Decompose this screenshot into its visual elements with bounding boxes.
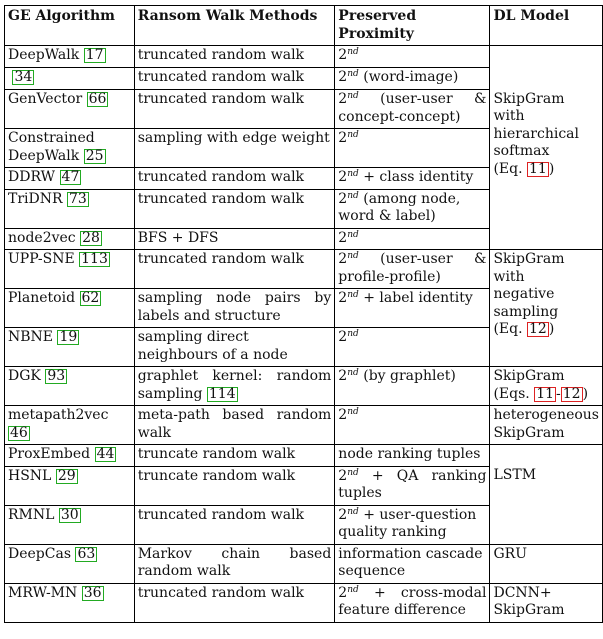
header-row: [5, 6, 603, 46]
equation-link[interactable]: 11: [529, 160, 547, 177]
citation-link[interactable]: 25: [85, 147, 104, 164]
table-row: [5, 46, 603, 68]
algo-cell: NBNE 19: [5, 328, 135, 367]
header-preserved-proximity: Preserved Proximity: [335, 6, 490, 46]
walk-cell: meta-path based random walk: [134, 406, 335, 445]
citation-link[interactable]: 44: [96, 446, 115, 462]
citation-link[interactable]: 62: [81, 290, 100, 306]
citation-link[interactable]: 30: [60, 506, 79, 523]
prox-cell: 2nd: [335, 129, 490, 168]
dl-line: SkipGram: [493, 602, 565, 618]
walk-cell: truncated random walk: [134, 90, 335, 129]
walk-cell: truncated random walk: [134, 505, 335, 544]
algo-cell: UPP-SNE 113: [5, 250, 135, 289]
dl-line: LSTM: [493, 467, 537, 483]
table-row: [5, 68, 603, 90]
walk-cell: Markov chain based random walk: [134, 544, 335, 583]
walk-cell: truncate random walk: [134, 445, 335, 467]
header-dl-model: DL Model: [490, 6, 603, 46]
walk-cell: BFS + DFS: [134, 228, 335, 250]
algo-cell: DDRW 47: [5, 168, 135, 190]
walk-cell: sampling direct neighbours of a node: [134, 328, 335, 367]
citation-link[interactable]: 113: [81, 251, 108, 267]
walk-cell: truncated random walk: [134, 583, 335, 622]
table-row: [5, 583, 603, 622]
prox-cell: node ranking tuples: [335, 445, 490, 467]
dl-eq-line: (Eq. 12 ): [493, 321, 555, 337]
algo-cell: MRW-MN 36: [5, 583, 135, 622]
dl-cell-empty: [490, 68, 603, 90]
walk-cell: graphlet kernel: random sampling 114: [134, 367, 335, 406]
prox-cell: 2nd: [335, 328, 490, 367]
table-row: [5, 445, 603, 467]
dl-model-group-6: [490, 544, 603, 583]
dl-line: SkipGram: [493, 368, 565, 384]
walk-cell: truncated random walk: [134, 168, 335, 190]
dl-model-group-4: [490, 406, 603, 445]
dl-line: sampling: [493, 303, 559, 320]
prox-cell: 2nd + label identity: [335, 289, 490, 328]
walk-cell: truncated random walk: [134, 189, 335, 228]
citation-link[interactable]: 36: [83, 584, 102, 601]
algo-cell: RMNL 30: [5, 505, 135, 544]
table-row: [5, 544, 603, 583]
dl-line: GRU: [493, 545, 527, 562]
table-row: [5, 90, 603, 129]
algo-cell: DGK 93: [5, 367, 135, 406]
prox-cell: 2nd: [335, 46, 490, 68]
equation-link[interactable]: 11: [536, 385, 555, 402]
algo-cell: DeepWalk 17: [5, 46, 135, 68]
ge-algorithm-table-container: [4, 5, 603, 623]
table-row: [5, 466, 603, 505]
ge-algorithm-table: [4, 5, 603, 623]
table-row: [5, 367, 603, 406]
algo-cell: node2vec 28: [5, 228, 135, 250]
citation-link[interactable]: 73: [68, 190, 87, 207]
dl-line: SkipGram: [493, 90, 565, 107]
dl-cell-empty: [490, 445, 603, 467]
dl-model-group-3: [490, 367, 603, 406]
dl-line: heterogeneous: [493, 407, 599, 423]
walk-cell: sampling node pairs by labels and structure: [134, 289, 335, 328]
table-row: [5, 250, 603, 289]
dl-model-group-1: [490, 90, 603, 250]
citation-link[interactable]: 19: [59, 329, 78, 345]
dl-line: SkipGram: [493, 251, 565, 267]
dl-model-group-5: [490, 466, 603, 544]
citation-link[interactable]: 17: [85, 47, 104, 63]
algo-cell: [5, 68, 135, 90]
algo-cell: metapath2vec 46: [5, 406, 135, 445]
table-row: [5, 406, 603, 445]
algo-cell: GenVector 66: [5, 90, 135, 129]
dl-line: negative: [493, 286, 555, 302]
prox-cell: 2nd (by graphlet): [335, 367, 490, 406]
prox-cell: 2nd + QA ranking tuples: [335, 466, 490, 505]
dl-line: SkipGram: [493, 424, 565, 441]
prox-cell: 2nd (word-image): [335, 68, 490, 90]
algo-cell: ProxEmbed 44: [5, 445, 135, 467]
citation-link[interactable]: 29: [57, 467, 76, 484]
algo-cell: Constrained DeepWalk 25: [5, 129, 135, 168]
walk-cell: sampling with edge weight: [134, 129, 335, 168]
header-ge-algorithm: GE Algorithm: [5, 6, 135, 46]
dl-line: with: [493, 108, 525, 124]
citation-link[interactable]: 66: [88, 91, 107, 107]
dl-model-group-7: [490, 583, 603, 622]
algo-cell: TriDNR 73: [5, 189, 135, 228]
dl-line: with: [493, 268, 525, 285]
prox-cell: 2nd: [335, 228, 490, 250]
walk-cell: truncated random walk: [134, 250, 335, 289]
walk-cell: truncate random walk: [134, 466, 335, 505]
citation-link[interactable]: 46: [10, 424, 28, 441]
prox-cell: 2nd (among node, word & label): [335, 189, 490, 228]
algo-cell: DeepCas 63: [5, 544, 135, 583]
dl-eq-line: (Eq. 11 ): [493, 160, 555, 177]
equation-link[interactable]: 12: [529, 321, 547, 337]
header-random-walk-methods: Ransom Walk Methods: [134, 6, 335, 46]
prox-cell: 2nd: [335, 406, 490, 445]
dl-line: hierarchical: [493, 125, 579, 142]
algo-cell: HSNL 29: [5, 466, 135, 505]
dl-line: softmax: [493, 143, 550, 159]
equation-link[interactable]: 12: [562, 385, 581, 402]
prox-cell: 2nd (user-user & concept-concept): [335, 90, 490, 129]
prox-cell: 2nd + user-question quality ranking: [335, 505, 490, 544]
walk-cell: truncated random walk: [134, 68, 335, 90]
citation-link[interactable]: 93: [47, 368, 66, 384]
dl-eq-line: (Eqs. 11 - 12 ): [493, 385, 589, 402]
prox-cell: 2nd (user-user & profile-profile): [335, 250, 490, 289]
dl-line: DCNN+: [493, 584, 552, 601]
citation-link[interactable]: 114: [208, 385, 236, 402]
citation-link[interactable]: 63: [77, 545, 96, 562]
dl-cell-empty: [490, 46, 603, 68]
prox-cell: information cascade sequence: [335, 544, 490, 583]
dl-model-group-2: [490, 250, 603, 367]
citation-link[interactable]: 28: [82, 229, 100, 246]
walk-cell: truncated random walk: [134, 46, 335, 68]
algo-cell: Planetoid 62: [5, 289, 135, 328]
citation-link[interactable]: 47: [61, 169, 80, 185]
prox-cell: 2nd + cross-modal feature difference: [335, 583, 490, 622]
citation-link[interactable]: 34: [14, 69, 33, 85]
prox-cell: 2nd + class identity: [335, 168, 490, 190]
